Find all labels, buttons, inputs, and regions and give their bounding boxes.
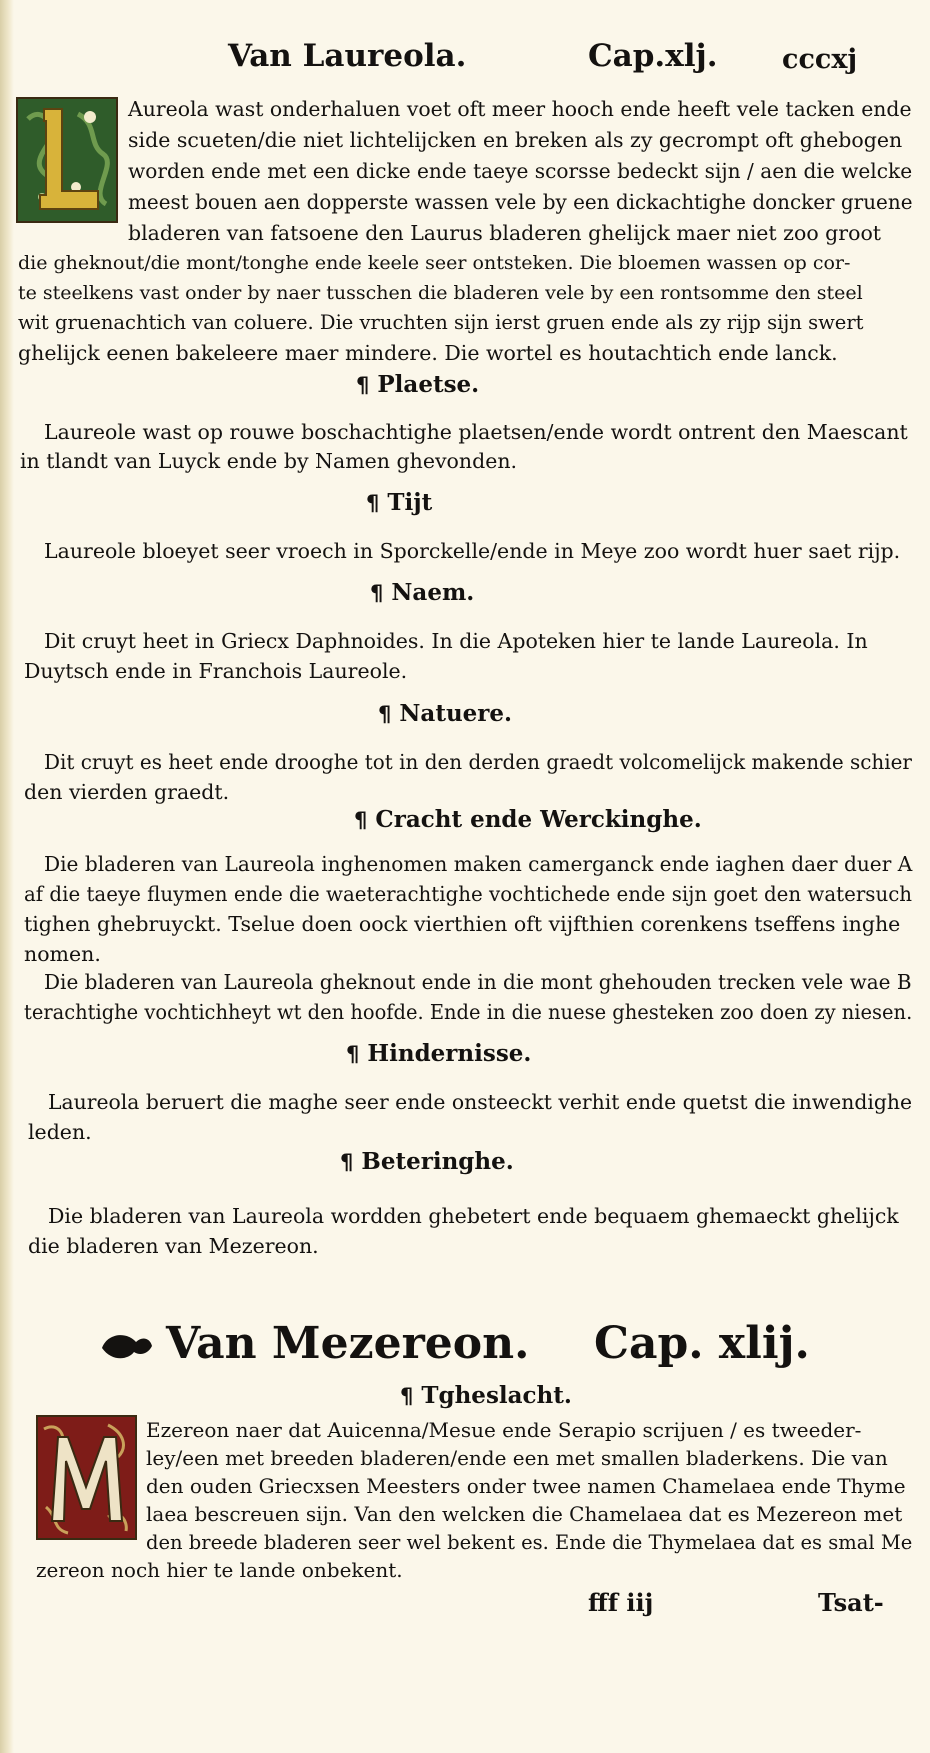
pilcrow-icon: ¶ bbox=[356, 373, 370, 397]
text-line: Duytsch ende in Franchois Laureole. bbox=[24, 659, 408, 683]
pilcrow-icon: ¶ bbox=[366, 491, 380, 515]
text-line: Laureole bloeyet seer vroech in Sporckelle/ende in Meye zoo wordt huer saet rijp. bbox=[44, 539, 901, 563]
signature-mark: fff iij bbox=[588, 1588, 654, 1617]
text-line: meest bouen aen dopperste wassen vele by een dickachtighe doncker gruene bbox=[128, 190, 913, 214]
text-line: worden ende met een dicke ende taeye scorsse bedeckt sijn / aen die welcke bbox=[128, 159, 913, 183]
text-line: in tlandt van Luyck ende by Namen ghevonden. bbox=[20, 449, 518, 473]
foliage-initial-l-icon bbox=[18, 99, 116, 221]
text-line: leden. bbox=[28, 1120, 92, 1144]
text-line: den ouden Griecxsen Meesters onder twee namen Chamelaea ende Thyme bbox=[146, 1474, 906, 1498]
section-heading-naem bbox=[370, 579, 474, 606]
text-line: af die taeye fluymen ende die waeterachtighe vochtichede ende sijn goet den watersuch bbox=[24, 882, 913, 906]
page-gutter-shadow bbox=[0, 0, 14, 1753]
text-line: ley/een met breeden bladeren/ende een met smallen bladerkens. Die van bbox=[146, 1446, 888, 1470]
manicule-icon bbox=[98, 1326, 156, 1370]
heading-text: Beteringhe. bbox=[361, 1148, 514, 1175]
text-line: Die bladeren van Laureola wordden ghebetert ende bequaem ghemaeckt ghelijck bbox=[48, 1204, 899, 1228]
heading-text: Plaetse. bbox=[377, 371, 480, 398]
heading-text: Cracht ende Werckinghe. bbox=[375, 806, 702, 833]
section-heading-beteringhe bbox=[340, 1148, 514, 1175]
text-line: Laureola beruert die maghe seer ende onsteeckt verhit ende quetst die inwendighe bbox=[48, 1090, 913, 1114]
pilcrow-icon: ¶ bbox=[340, 1150, 354, 1174]
chapter2-number: Cap. xlij. bbox=[594, 1318, 810, 1369]
catchword: Tsat- bbox=[818, 1588, 884, 1617]
section-heading-cracht bbox=[354, 806, 702, 833]
text-line: die bladeren van Mezereon. bbox=[28, 1234, 319, 1258]
heading-text: Tgheslacht. bbox=[421, 1382, 572, 1409]
text-line: Laureole wast op rouwe boschachtighe plaetsen/ende wordt ontrent den Maescant bbox=[44, 420, 908, 444]
chapter-number: Cap.xlj. bbox=[588, 38, 718, 74]
section-heading-tgheslacht bbox=[400, 1382, 572, 1409]
decorated-initial-l bbox=[16, 97, 118, 223]
text-line: den vierden graedt. bbox=[24, 780, 230, 804]
text-line: Die bladeren van Laureola inghenomen maken camerganck ende iaghen daer duer A bbox=[44, 852, 913, 876]
ornamented-initial-m-icon bbox=[38, 1417, 135, 1538]
pilcrow-icon: ¶ bbox=[354, 808, 368, 832]
text-line: ghelijck eenen bakeleere maer mindere. Die wortel es houtachtich ende lanck. bbox=[18, 341, 838, 365]
text-line: Ezereon naer dat Auicenna/Mesue ende Serapio scrijuen / es tweeder- bbox=[146, 1418, 862, 1442]
text-line: Aureola wast onderhaluen voet oft meer hooch ende heeft vele tacken ende bbox=[128, 97, 912, 121]
heading-text: Natuere. bbox=[399, 700, 513, 727]
heading-text: Naem. bbox=[391, 579, 475, 606]
text-line: Dit cruyt es heet ende drooghe tot in den derden graedt volcomelijck makende schier bbox=[44, 750, 912, 774]
text-line: die gheknout/die mont/tonghe ende keele seer ontsteken. Die bloemen wassen op cor- bbox=[18, 252, 851, 274]
folio-number: cccxj bbox=[782, 44, 858, 75]
text-line: terachtighe vochtichheyt wt den hoofde. Ende in die nuese ghesteken zoo doen zy niesen. bbox=[24, 1000, 913, 1024]
chapter2-title: Van Mezereon. bbox=[166, 1318, 530, 1369]
heading-text: Tijt bbox=[387, 489, 433, 516]
section-heading-plaetse bbox=[356, 371, 479, 398]
text-line: den breede bladeren seer wel bekent es. Ende die Thymelaea dat es smal Me bbox=[146, 1530, 913, 1554]
text-line: side scueten/die niet lichtelijcken en breken als zy gecrompt oft ghebogen bbox=[128, 128, 903, 152]
pilcrow-icon: ¶ bbox=[400, 1384, 414, 1408]
pilcrow-icon: ¶ bbox=[346, 1042, 360, 1066]
decorated-initial-m bbox=[36, 1415, 137, 1540]
text-line: wit gruenachtich van coluere. Die vruchten sijn ierst gruen ende als zy rijp sijn swert bbox=[18, 311, 864, 334]
running-header-title: Van Laureola. bbox=[228, 38, 467, 74]
text-line: Dit cruyt heet in Griecx Daphnoides. In die Apoteken hier te lande Laureola. In bbox=[44, 629, 868, 653]
text-line: te steelkens vast onder by naer tusschen die bladeren vele by een rontsomme den steel bbox=[18, 282, 863, 304]
text-line: Die bladeren van Laureola gheknout ende in die mont ghehouden trecken vele wae B bbox=[44, 970, 912, 994]
section-heading-tijt bbox=[366, 489, 432, 516]
text-line: nomen. bbox=[24, 942, 101, 966]
heading-text: Hindernisse. bbox=[367, 1040, 532, 1067]
text-line: zereon noch hier te lande onbekent. bbox=[36, 1558, 403, 1582]
pilcrow-icon: ¶ bbox=[370, 581, 384, 605]
section-heading-hindernisse bbox=[346, 1040, 531, 1067]
text-line: tighen ghebruyckt. Tselue doen oock vierthien oft vijfthien corenkens tseffens inghe bbox=[24, 912, 901, 936]
text-line: bladeren van fatsoene den Laurus bladeren ghelijck maer niet zoo groot bbox=[128, 221, 882, 245]
pilcrow-icon: ¶ bbox=[378, 702, 392, 726]
text-line: laea bescreuen sijn. Van den welcken die Chamelaea dat es Mezereon met bbox=[146, 1502, 903, 1526]
section-heading-natuere bbox=[378, 700, 512, 727]
